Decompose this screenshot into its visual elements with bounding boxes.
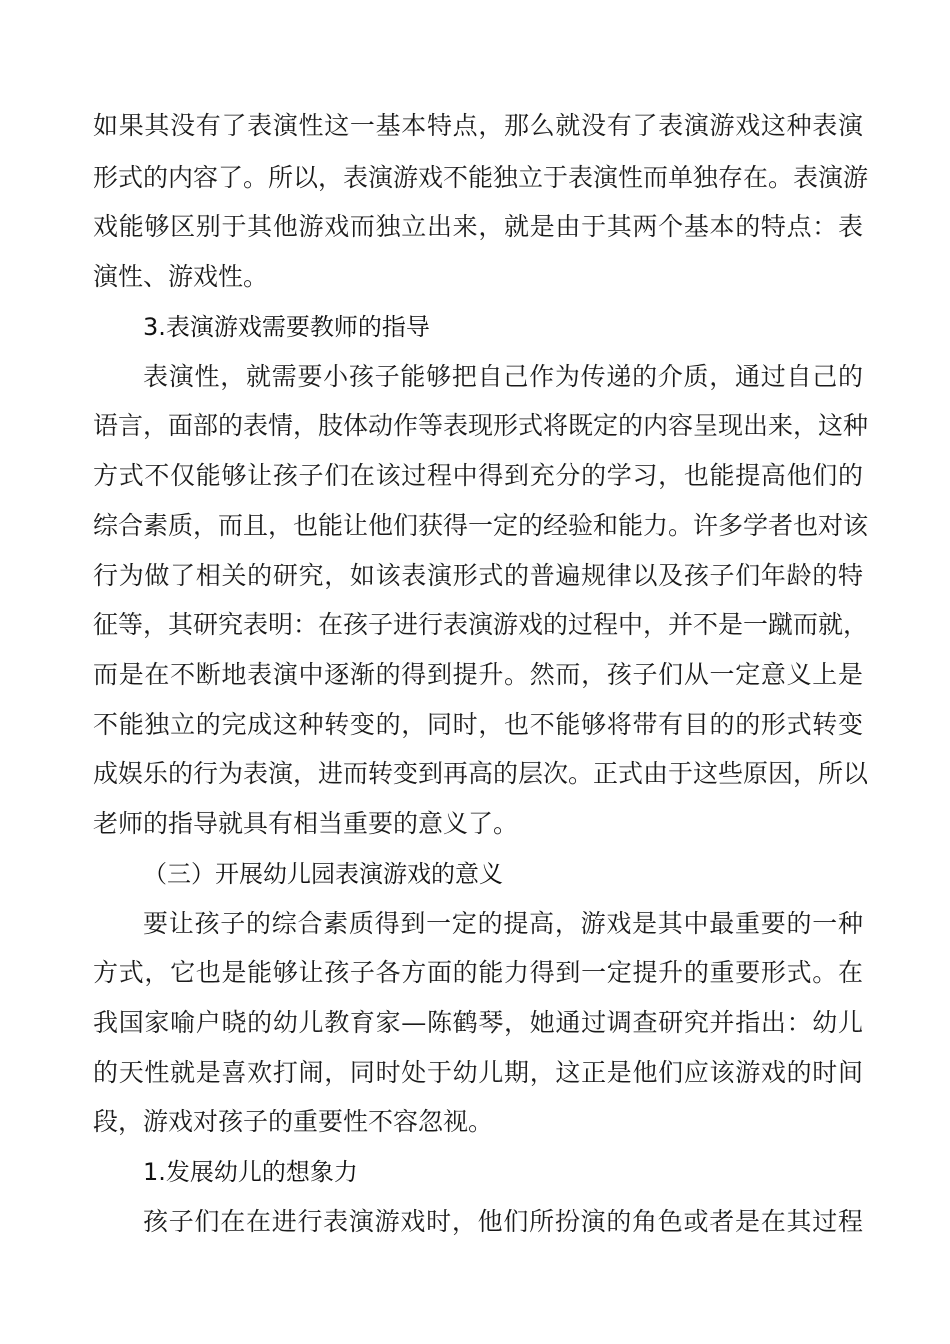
paragraph-line: 征等，其研究表明：在孩子进行表演游戏的过程中，并不是一蹴而就，: [93, 610, 869, 639]
paragraph-line: 孩子们在在进行表演游戏时，他们所扮演的角色或者是在其过程: [143, 1207, 863, 1236]
paragraph-line: 行为做了相关的研究，如该表演形式的普遍规律以及孩子们年龄的特: [93, 561, 863, 590]
paragraph-line: 戏能够区别于其他游戏而独立出来，就是由于其两个基本的特点：表: [93, 212, 863, 241]
paragraph-line: 语言，面部的表情，肢体动作等表现形式将既定的内容呈现出来，这种: [93, 411, 869, 440]
section-heading: （三）开展幼儿园表演游戏的意义: [143, 860, 503, 888]
paragraph-line: 的天性就是喜欢打闹，同时处于幼儿期，这正是他们应该游戏的时间: [93, 1058, 863, 1087]
paragraph-line: 段，游戏对孩子的重要性不容忽视。: [93, 1107, 494, 1136]
paragraph-line: 而是在不断地表演中逐渐的得到提升。然而，孩子们从一定意义上是: [93, 660, 863, 689]
paragraph-line: 方式不仅能够让孩子们在该过程中得到充分的学习，也能提高他们的: [93, 461, 863, 490]
paragraph-line: 成娱乐的行为表演，进而转变到再高的层次。正式由于这些原因，所以: [93, 759, 869, 788]
subsection-heading: 1.发展幼儿的想象力: [143, 1158, 358, 1186]
paragraph-line: 形式的内容了。所以，表演游戏不能独立于表演性而单独存在。表演游: [93, 163, 869, 192]
paragraph-line: 方式，它也是能够让孩子各方面的能力得到一定提升的重要形式。在: [93, 958, 863, 987]
subsection-heading: 3.表演游戏需要教师的指导: [143, 313, 430, 341]
paragraph-line: 我国家喻户晓的幼儿教育家—陈鹤琴，她通过调查研究并指出：幼儿: [93, 1008, 863, 1037]
paragraph-line: 如果其没有了表演性这一基本特点，那么就没有了表演游戏这种表演: [93, 111, 863, 140]
paragraph-line: 演性、游戏性。: [93, 262, 269, 291]
paragraph-line: 老师的指导就具有相当重要的意义了。: [93, 809, 519, 838]
paragraph-line: 要让孩子的综合素质得到一定的提高，游戏是其中最重要的一种: [143, 909, 863, 938]
paragraph-line: 表演性，就需要小孩子能够把自己作为传递的介质，通过自己的: [143, 362, 863, 391]
paragraph-line: 不能独立的完成这种转变的，同时，也不能够将带有目的的形式转变: [93, 710, 863, 739]
paragraph-line: 综合素质，而且，也能让他们获得一定的经验和能力。许多学者也对该: [93, 511, 869, 540]
